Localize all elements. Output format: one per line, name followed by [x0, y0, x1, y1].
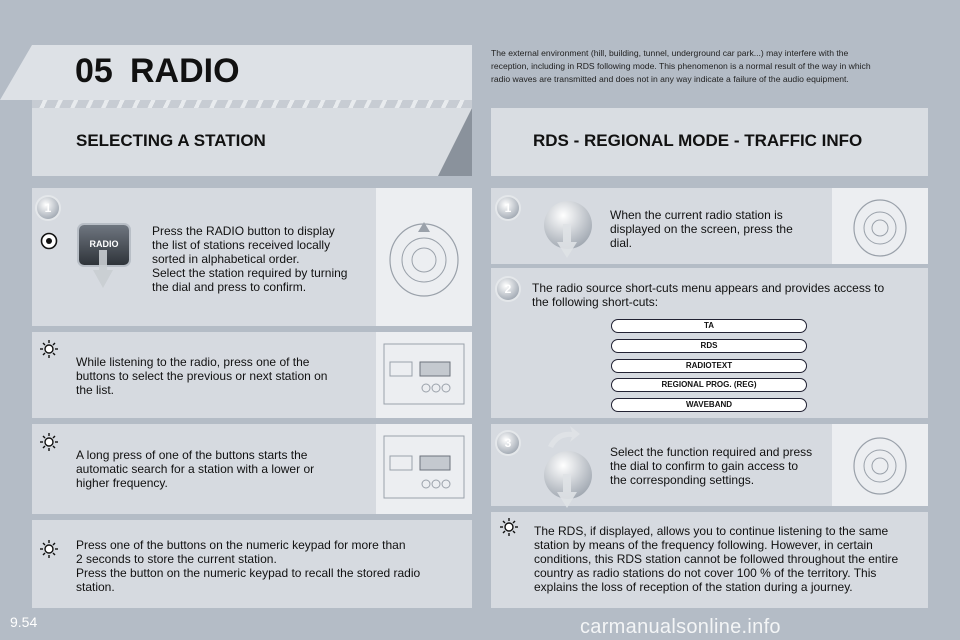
press-arrow-icon [552, 472, 582, 508]
dial-illustration-panel [832, 188, 928, 264]
watermark: carmanualsonline.info [580, 616, 781, 638]
radio-button-label: RADIO [89, 239, 119, 249]
header-stripes [32, 100, 472, 108]
source-icon [40, 232, 58, 250]
keypad-illustration-panel [376, 332, 472, 418]
dial-icon [376, 188, 472, 326]
left-section-corner [438, 108, 472, 176]
dial-icon [832, 188, 928, 264]
shortcut-ta: TA [611, 319, 807, 333]
keypad-illustration-panel [376, 424, 472, 514]
tip1-text: While listening to the radio, press one of the buttons to select the previous or next station on the list. [76, 355, 328, 397]
dial-illustration-panel [376, 188, 472, 326]
shortcut-regional-prog: REGIONAL PROG. (REG) [611, 378, 807, 392]
press-arrow-icon [552, 222, 582, 258]
tip-icon [500, 518, 518, 536]
rds-step1-text: When the current radio station is displayed on the screen, press the dial. [610, 208, 793, 250]
shortcut-waveband: WAVEBAND [611, 398, 807, 412]
tip3-text: Press one of the buttons on the numeric keypad for more than 2 seconds to store the current station. Press the button on the numeric keypad to recall the stored radio station. [76, 538, 421, 594]
tip-icon [40, 340, 58, 358]
rds-step2-text: The radio source short-cuts menu appears and provides access to the following short-cuts: [532, 281, 885, 309]
left-section-title: SELECTING A STATION [76, 131, 266, 150]
step1-text: Press the RADIO button to display the list of stations received locally sorted in alphabetical order. Select the station required by turning the dial and press to confirm. [152, 224, 348, 294]
step-badge-2: 2 [497, 278, 519, 300]
page-number: 9.54 [10, 614, 38, 630]
shortcut-rds: RDS [611, 339, 807, 353]
right-section-title: RDS - REGIONAL MODE - TRAFFIC INFO [533, 131, 863, 150]
rds-tip-text: The RDS, if displayed, allows you to continue listening to the same station by means of the frequency following. However, in certain conditions, this RDS station cannot be followed throughout the entire country as radio stations do not cover 100 % of the territory. This explains the loss of reception of the station during a journey. [534, 524, 899, 594]
tip2-text: A long press of one of the buttons starts the automatic search for a station with a lower or higher frequency. [76, 448, 315, 490]
chapter-number: 05 [75, 52, 113, 90]
rds-step3-text: Select the function required and press the dial to confirm to gain access to the corresponding settings. [610, 445, 813, 487]
tip-icon [40, 433, 58, 451]
dial-illustration-panel [832, 424, 928, 506]
audio-unit-icon [376, 332, 472, 418]
press-arrow-icon [88, 248, 118, 288]
intro-note: The external environment (hill, building, tunnel, underground car park...) may interfere with the reception, including in RDS following mode. This phenomenon is a normal result of the way in which radio waves are transmitted and does not in any way indicate a failure of the audio equipment. [491, 48, 871, 84]
dial-icon [832, 424, 928, 506]
chapter-title: RADIO [130, 52, 240, 90]
tip-icon [40, 540, 58, 558]
shortcut-radiotext: RADIOTEXT [611, 359, 807, 373]
step-badge-1: 1 [497, 197, 519, 219]
step-badge-1: 1 [37, 197, 59, 219]
step-badge-3: 3 [497, 432, 519, 454]
audio-unit-icon [376, 424, 472, 514]
rotate-arrow-icon [546, 424, 582, 450]
header-corner [0, 45, 32, 100]
